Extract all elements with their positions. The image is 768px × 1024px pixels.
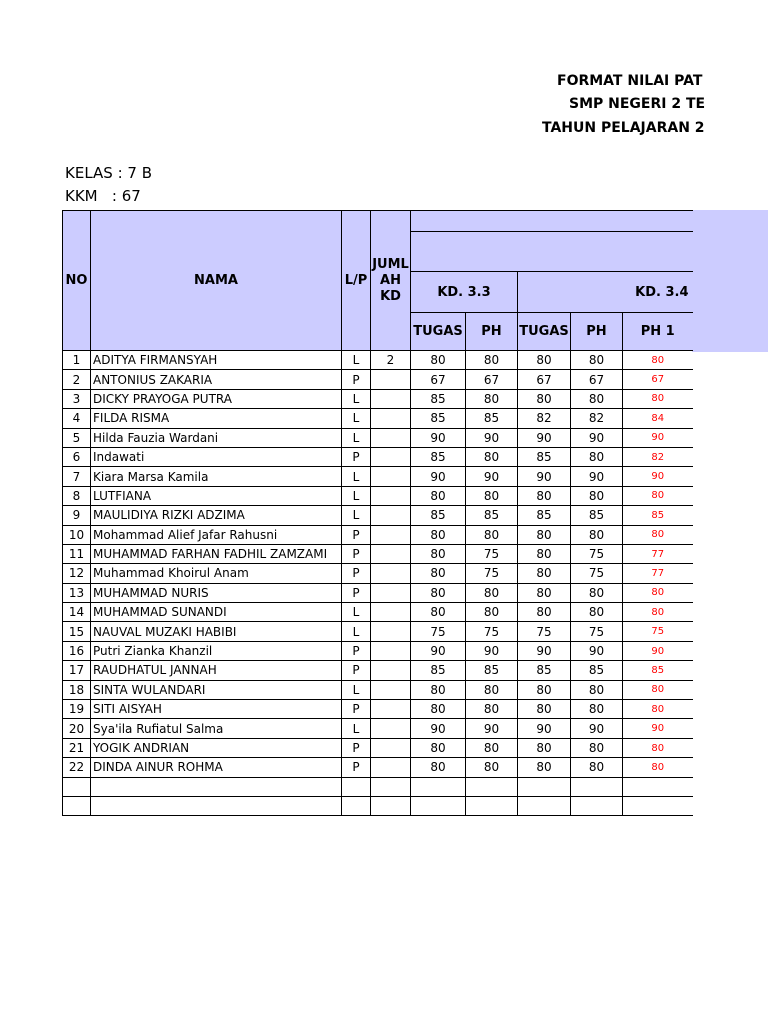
cell-jumlah-kd (371, 758, 411, 777)
cell-tugas-kd-3-3: 90 (411, 719, 466, 738)
cell-ph1-kd-3-4: 85 (623, 506, 693, 525)
cell-ph1-kd-3-4: 80 (623, 738, 693, 757)
cell-tugas-kd-3-4: 80 (518, 700, 571, 719)
cell-nama: Hilda Fauzia Wardani (91, 428, 342, 447)
title-line-2: SMP NEGERI 2 TE (569, 96, 706, 112)
cell-tugas-kd-3-4: 80 (518, 583, 571, 602)
cell-no: 4 (63, 409, 91, 428)
cell-tugas-kd-3-4 (518, 796, 571, 815)
cell-nama: MAULIDIYA RIZKI ADZIMA (91, 506, 342, 525)
cell-lp: P (342, 447, 371, 466)
cell-lp: P (342, 564, 371, 583)
cell-lp: P (342, 370, 371, 389)
cell-nama: ANTONIUS ZAKARIA (91, 370, 342, 389)
cell-ph1-kd-3-4: 80 (623, 700, 693, 719)
cell-ph1-kd-3-4: 82 (623, 447, 693, 466)
table-row (63, 719, 693, 738)
cell-ph-kd-3-3: 85 (466, 409, 518, 428)
cell-jumlah-kd (371, 583, 411, 602)
col-header-jumlah-kd: JUML AH KD (371, 211, 411, 351)
cell-tugas-kd-3-3 (411, 777, 466, 796)
table-row (63, 641, 693, 660)
col-header-ph-1-kd-3-4: PH 1 (623, 313, 693, 351)
cell-tugas-kd-3-3: 80 (411, 603, 466, 622)
cell-ph-kd-3-4: 90 (571, 467, 623, 486)
cell-no: 18 (63, 680, 91, 699)
cell-tugas-kd-3-4: 85 (518, 506, 571, 525)
cell-jumlah-kd (371, 389, 411, 408)
cell-nama: Muhammad Khoirul Anam (91, 564, 342, 583)
cell-lp: L (342, 680, 371, 699)
cell-no: 13 (63, 583, 91, 602)
cell-ph-kd-3-4: 80 (571, 583, 623, 602)
table-body (63, 351, 693, 816)
cell-ph-kd-3-4: 90 (571, 641, 623, 660)
cell-ph1-kd-3-4: 90 (623, 428, 693, 447)
cell-ph-kd-3-4: 80 (571, 389, 623, 408)
cell-lp: L (342, 622, 371, 641)
cell-ph1-kd-3-4: 80 (623, 583, 693, 602)
cell-ph-kd-3-3: 80 (466, 525, 518, 544)
cell-tugas-kd-3-3: 80 (411, 700, 466, 719)
cell-nama: RAUDHATUL JANNAH (91, 661, 342, 680)
cell-ph1-kd-3-4: 90 (623, 719, 693, 738)
table-row (63, 389, 693, 408)
cell-ph-kd-3-3: 80 (466, 603, 518, 622)
cell-nama: Kiara Marsa Kamila (91, 467, 342, 486)
cell-nama: MUHAMMAD SUNANDI (91, 603, 342, 622)
cell-jumlah-kd (371, 680, 411, 699)
cell-tugas-kd-3-4: 90 (518, 641, 571, 660)
cell-lp: L (342, 428, 371, 447)
cell-no: 2 (63, 370, 91, 389)
cell-jumlah-kd (371, 796, 411, 815)
cell-jumlah-kd (371, 603, 411, 622)
cell-tugas-kd-3-4: 80 (518, 564, 571, 583)
col-header-tugas-1: TUGAS (411, 313, 466, 351)
cell-lp: P (342, 641, 371, 660)
cell-ph-kd-3-4: 67 (571, 370, 623, 389)
cell-tugas-kd-3-3: 80 (411, 583, 466, 602)
cell-ph1-kd-3-4: 77 (623, 564, 693, 583)
cell-lp: P (342, 525, 371, 544)
cell-ph-kd-3-3: 85 (466, 506, 518, 525)
table-row (63, 544, 693, 563)
table-header (63, 211, 693, 351)
table-row (63, 758, 693, 777)
table-row (63, 622, 693, 641)
header-blank-row-2 (411, 232, 693, 272)
cell-ph-kd-3-4: 80 (571, 603, 623, 622)
cell-ph1-kd-3-4: 80 (623, 351, 693, 370)
cell-ph-kd-3-4: 85 (571, 506, 623, 525)
cell-tugas-kd-3-3: 80 (411, 680, 466, 699)
table-row (63, 777, 693, 796)
cell-ph-kd-3-4: 75 (571, 544, 623, 563)
cell-ph1-kd-3-4: 80 (623, 525, 693, 544)
cell-ph-kd-3-4: 82 (571, 409, 623, 428)
cell-tugas-kd-3-4: 90 (518, 428, 571, 447)
cell-ph1-kd-3-4: 77 (623, 544, 693, 563)
table-row (63, 370, 693, 389)
cell-tugas-kd-3-3: 80 (411, 351, 466, 370)
cell-jumlah-kd (371, 641, 411, 660)
title-line-1: FORMAT NILAI PAT (557, 73, 703, 89)
cell-ph-kd-3-3: 75 (466, 622, 518, 641)
class-label: KELAS : 7 B (65, 164, 152, 182)
cell-nama (91, 796, 342, 815)
cell-lp: P (342, 700, 371, 719)
cell-tugas-kd-3-4: 80 (518, 738, 571, 757)
col-header-kd-3-4: KD. 3.4 (518, 272, 693, 313)
cell-ph-kd-3-3: 90 (466, 467, 518, 486)
table-row (63, 486, 693, 505)
cell-lp: L (342, 506, 371, 525)
cell-lp (342, 796, 371, 815)
cell-no: 6 (63, 447, 91, 466)
cell-tugas-kd-3-4: 80 (518, 680, 571, 699)
col-header-ph-2: PH (571, 313, 623, 351)
cell-tugas-kd-3-3: 90 (411, 641, 466, 660)
cell-tugas-kd-3-3: 75 (411, 622, 466, 641)
cell-nama: DICKY PRAYOGA PUTRA (91, 389, 342, 408)
cell-tugas-kd-3-4: 80 (518, 603, 571, 622)
cell-lp: P (342, 738, 371, 757)
col-header-ph-1: PH (466, 313, 518, 351)
cell-lp: P (342, 758, 371, 777)
cell-ph-kd-3-3: 80 (466, 486, 518, 505)
cell-nama: Putri Zianka Khanzil (91, 641, 342, 660)
cell-ph-kd-3-3: 80 (466, 389, 518, 408)
table-row (63, 680, 693, 699)
cell-no: 17 (63, 661, 91, 680)
cell-ph-kd-3-3: 75 (466, 544, 518, 563)
cell-nama (91, 777, 342, 796)
cell-lp: L (342, 603, 371, 622)
cell-tugas-kd-3-3: 80 (411, 486, 466, 505)
cell-tugas-kd-3-4: 75 (518, 622, 571, 641)
cell-nama: SITI AISYAH (91, 700, 342, 719)
cell-ph-kd-3-3 (466, 796, 518, 815)
cell-jumlah-kd (371, 661, 411, 680)
table-row (63, 409, 693, 428)
table-row (63, 583, 693, 602)
cell-ph-kd-3-3: 75 (466, 564, 518, 583)
cell-jumlah-kd (371, 506, 411, 525)
cell-tugas-kd-3-4: 80 (518, 544, 571, 563)
cell-jumlah-kd (371, 467, 411, 486)
cell-tugas-kd-3-4: 80 (518, 389, 571, 408)
cell-ph1-kd-3-4: 67 (623, 370, 693, 389)
cell-jumlah-kd (371, 564, 411, 583)
table-row (63, 603, 693, 622)
cell-ph1-kd-3-4: 80 (623, 680, 693, 699)
cell-tugas-kd-3-3: 80 (411, 564, 466, 583)
cell-jumlah-kd (371, 486, 411, 505)
table-row (63, 700, 693, 719)
cell-ph-kd-3-4: 80 (571, 758, 623, 777)
cell-ph-kd-3-3: 80 (466, 583, 518, 602)
cell-lp: L (342, 719, 371, 738)
cell-jumlah-kd (371, 544, 411, 563)
cell-tugas-kd-3-3 (411, 796, 466, 815)
cell-lp: L (342, 389, 371, 408)
cell-jumlah-kd (371, 719, 411, 738)
table-row (63, 738, 693, 757)
cell-tugas-kd-3-4 (518, 777, 571, 796)
cell-tugas-kd-3-4: 80 (518, 351, 571, 370)
cell-jumlah-kd (371, 370, 411, 389)
cell-ph-kd-3-4: 75 (571, 564, 623, 583)
cell-no: 11 (63, 544, 91, 563)
col-header-kd-3-3: KD. 3.3 (411, 272, 518, 313)
cell-no: 7 (63, 467, 91, 486)
cell-ph1-kd-3-4: 90 (623, 641, 693, 660)
cell-no: 12 (63, 564, 91, 583)
cell-tugas-kd-3-4: 80 (518, 486, 571, 505)
cell-lp (342, 777, 371, 796)
cell-tugas-kd-3-3: 80 (411, 758, 466, 777)
table-row (63, 796, 693, 815)
cell-tugas-kd-3-4: 85 (518, 661, 571, 680)
cell-ph-kd-3-3: 80 (466, 700, 518, 719)
table-row (63, 661, 693, 680)
cell-tugas-kd-3-3: 85 (411, 661, 466, 680)
table-row (63, 447, 693, 466)
cell-lp: L (342, 409, 371, 428)
cell-no: 8 (63, 486, 91, 505)
document-header (0, 0, 768, 150)
cell-jumlah-kd (371, 409, 411, 428)
cell-jumlah-kd (371, 525, 411, 544)
cell-tugas-kd-3-4: 67 (518, 370, 571, 389)
cell-ph-kd-3-3: 90 (466, 428, 518, 447)
cell-nama: SINTA WULANDARI (91, 680, 342, 699)
cell-ph1-kd-3-4: 80 (623, 603, 693, 622)
grades-table (62, 210, 693, 816)
cell-ph1-kd-3-4 (623, 796, 693, 815)
cell-tugas-kd-3-3: 80 (411, 525, 466, 544)
cell-jumlah-kd (371, 428, 411, 447)
table-row (63, 506, 693, 525)
cell-no: 3 (63, 389, 91, 408)
cell-jumlah-kd (371, 777, 411, 796)
cell-ph-kd-3-4: 75 (571, 622, 623, 641)
cell-ph1-kd-3-4: 90 (623, 467, 693, 486)
cell-ph-kd-3-4: 90 (571, 428, 623, 447)
cell-no (63, 777, 91, 796)
cell-tugas-kd-3-3: 90 (411, 428, 466, 447)
cell-nama: Indawati (91, 447, 342, 466)
cell-tugas-kd-3-3: 67 (411, 370, 466, 389)
cell-jumlah-kd: 2 (371, 351, 411, 370)
cell-tugas-kd-3-3: 80 (411, 544, 466, 563)
cell-ph-kd-3-4: 80 (571, 525, 623, 544)
cell-ph-kd-3-4: 80 (571, 486, 623, 505)
title-line-3: TAHUN PELAJARAN 2 (542, 120, 705, 136)
table-row (63, 428, 693, 447)
cell-ph1-kd-3-4: 80 (623, 758, 693, 777)
cell-no: 5 (63, 428, 91, 447)
cell-ph1-kd-3-4: 85 (623, 661, 693, 680)
cell-nama: NAUVAL MUZAKI HABIBI (91, 622, 342, 641)
cell-jumlah-kd (371, 447, 411, 466)
cell-no: 14 (63, 603, 91, 622)
cell-no: 9 (63, 506, 91, 525)
cell-ph-kd-3-4 (571, 777, 623, 796)
cell-no: 1 (63, 351, 91, 370)
cell-no (63, 796, 91, 815)
cell-lp: P (342, 544, 371, 563)
table-row (63, 467, 693, 486)
cell-ph-kd-3-4: 80 (571, 447, 623, 466)
col-header-nama: NAMA (91, 211, 342, 351)
cell-jumlah-kd (371, 700, 411, 719)
cell-no: 19 (63, 700, 91, 719)
cell-lp: L (342, 351, 371, 370)
cell-ph-kd-3-3: 80 (466, 758, 518, 777)
header-fill-overflow (692, 210, 768, 352)
cell-ph-kd-3-3: 80 (466, 351, 518, 370)
cell-ph-kd-3-3: 80 (466, 447, 518, 466)
cell-ph-kd-3-4: 85 (571, 661, 623, 680)
header-blank-row-1 (411, 211, 693, 232)
cell-ph1-kd-3-4: 84 (623, 409, 693, 428)
cell-tugas-kd-3-3: 85 (411, 389, 466, 408)
cell-nama: FILDA RISMA (91, 409, 342, 428)
cell-lp: P (342, 661, 371, 680)
cell-nama: ADITYA FIRMANSYAH (91, 351, 342, 370)
cell-ph1-kd-3-4: 80 (623, 486, 693, 505)
cell-tugas-kd-3-3: 90 (411, 467, 466, 486)
cell-no: 20 (63, 719, 91, 738)
col-header-no: NO (63, 211, 91, 351)
cell-ph-kd-3-4: 80 (571, 680, 623, 699)
cell-no: 21 (63, 738, 91, 757)
cell-tugas-kd-3-4: 80 (518, 758, 571, 777)
cell-tugas-kd-3-3: 85 (411, 447, 466, 466)
col-header-lp: L/P (342, 211, 371, 351)
cell-no: 15 (63, 622, 91, 641)
cell-no: 10 (63, 525, 91, 544)
cell-jumlah-kd (371, 622, 411, 641)
cell-ph-kd-3-4: 80 (571, 351, 623, 370)
cell-tugas-kd-3-4: 90 (518, 719, 571, 738)
cell-no: 16 (63, 641, 91, 660)
cell-ph-kd-3-3 (466, 777, 518, 796)
cell-tugas-kd-3-3: 85 (411, 409, 466, 428)
cell-no: 22 (63, 758, 91, 777)
table-row (63, 351, 693, 370)
cell-lp: L (342, 486, 371, 505)
cell-ph-kd-3-4: 80 (571, 738, 623, 757)
cell-nama: Sya'ila Rufiatul Salma (91, 719, 342, 738)
cell-ph-kd-3-4 (571, 796, 623, 815)
cell-ph-kd-3-4: 80 (571, 700, 623, 719)
cell-ph1-kd-3-4: 80 (623, 389, 693, 408)
cell-nama: LUTFIANA (91, 486, 342, 505)
cell-nama: YOGIK ANDRIAN (91, 738, 342, 757)
cell-nama: MUHAMMAD NURIS (91, 583, 342, 602)
cell-ph-kd-3-4: 90 (571, 719, 623, 738)
cell-lp: P (342, 583, 371, 602)
table-row (63, 564, 693, 583)
cell-nama: MUHAMMAD FARHAN FADHIL ZAMZAMI (91, 544, 342, 563)
cell-ph1-kd-3-4: 75 (623, 622, 693, 641)
cell-nama: DINDA AINUR ROHMA (91, 758, 342, 777)
cell-tugas-kd-3-4: 82 (518, 409, 571, 428)
cell-tugas-kd-3-4: 90 (518, 467, 571, 486)
cell-ph-kd-3-3: 85 (466, 661, 518, 680)
table-row (63, 525, 693, 544)
cell-ph1-kd-3-4 (623, 777, 693, 796)
cell-tugas-kd-3-4: 85 (518, 447, 571, 466)
cell-ph-kd-3-3: 90 (466, 719, 518, 738)
cell-jumlah-kd (371, 738, 411, 757)
cell-tugas-kd-3-3: 80 (411, 738, 466, 757)
cell-ph-kd-3-3: 80 (466, 680, 518, 699)
cell-ph-kd-3-3: 67 (466, 370, 518, 389)
cell-tugas-kd-3-3: 85 (411, 506, 466, 525)
cell-lp: L (342, 467, 371, 486)
cell-ph-kd-3-3: 90 (466, 641, 518, 660)
col-header-tugas-2: TUGAS (518, 313, 571, 351)
cell-nama: Mohammad Alief Jafar Rahusni (91, 525, 342, 544)
cell-ph-kd-3-3: 80 (466, 738, 518, 757)
cell-tugas-kd-3-4: 80 (518, 525, 571, 544)
kkm-label: KKM : 67 (65, 187, 141, 205)
